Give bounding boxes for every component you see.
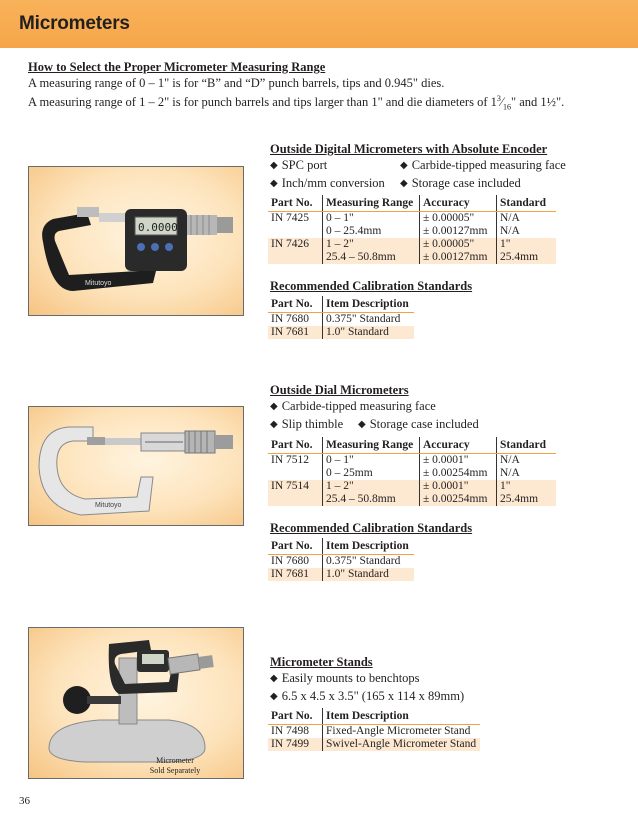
diamond-bullet-icon: ◆ bbox=[270, 419, 278, 430]
table-cell: 0 – 1" bbox=[323, 212, 420, 226]
column-header: Item Description bbox=[323, 296, 415, 313]
stands-table bbox=[268, 708, 480, 751]
calibration-table bbox=[268, 296, 414, 339]
table-cell: Swivel-Angle Micrometer Stand bbox=[323, 738, 481, 751]
stand-photo-caption bbox=[120, 756, 230, 776]
table-row bbox=[268, 212, 556, 226]
table-cell: 0 – 25mm bbox=[323, 467, 420, 480]
table-cell: IN 7512 bbox=[271, 454, 310, 466]
feature-text: Storage case included bbox=[411, 176, 521, 190]
column-header: Accuracy bbox=[420, 195, 497, 212]
stands-features bbox=[270, 670, 464, 706]
digital-section-title: Outside Digital Micrometers with Absolute Encoder bbox=[270, 142, 548, 156]
feature-text: Inch/mm conversion bbox=[281, 176, 385, 190]
table-row bbox=[268, 467, 556, 480]
column-header: Part No. bbox=[268, 437, 323, 454]
table-cell: 25.4mm bbox=[497, 493, 557, 506]
intro-line-2: A measuring range of 1 – 2" is for punch barrels and tips larger than 1" and die diameters of $1^3⁄_{16}$" and 1½". bbox=[28, 94, 565, 112]
feature-item bbox=[270, 670, 420, 688]
table-row bbox=[268, 313, 414, 327]
table-cell: 0.375" Standard bbox=[323, 555, 415, 569]
intro-line-2-text: A measuring range of 1 – 2" is for punch barrels and tips larger than 1" and die diameters of 1 bbox=[28, 95, 497, 110]
table-row bbox=[268, 454, 556, 468]
table-cell: ± 0.00254mm bbox=[420, 467, 497, 480]
digital-micrometer-illustration bbox=[29, 167, 243, 315]
diamond-bullet-icon: ◆ bbox=[270, 160, 278, 171]
table-cell: 0 – 1" bbox=[323, 454, 420, 468]
feature-item bbox=[270, 416, 358, 434]
table-row bbox=[268, 738, 480, 751]
table-cell: 25.4 – 50.8mm bbox=[323, 493, 420, 506]
table-cell: N/A bbox=[497, 225, 557, 238]
table-cell: IN 7514 bbox=[268, 480, 323, 493]
feature-text: Carbide-tipped measuring face bbox=[281, 399, 436, 413]
dial-section-title: Outside Dial Micrometers bbox=[270, 383, 409, 397]
table-header-row bbox=[268, 437, 556, 454]
column-header: Measuring Range bbox=[323, 437, 420, 454]
diamond-bullet-icon: ◆ bbox=[270, 691, 278, 702]
column-header: Part No. bbox=[268, 538, 323, 555]
feature-item bbox=[400, 157, 566, 175]
table-header-row bbox=[268, 708, 480, 725]
table-cell: 1" bbox=[497, 238, 557, 251]
feature-text: Carbide-tipped measuring face bbox=[411, 158, 566, 172]
table-row bbox=[268, 568, 414, 581]
table-cell: IN 7680 bbox=[271, 555, 310, 567]
feature-text: Easily mounts to benchtops bbox=[281, 671, 420, 685]
fraction-denominator: 16 bbox=[502, 102, 511, 112]
column-header: Item Description bbox=[323, 538, 415, 555]
diamond-bullet-icon: ◆ bbox=[358, 419, 366, 430]
table-cell: IN 7681 bbox=[268, 326, 323, 339]
feature-text: SPC port bbox=[281, 158, 328, 172]
feature-item bbox=[270, 175, 400, 193]
column-header: Item Description bbox=[323, 708, 481, 725]
table-cell: ± 0.00005" bbox=[420, 238, 497, 251]
table-cell: 0 – 25.4mm bbox=[323, 225, 420, 238]
table-cell: 25.4 – 50.8mm bbox=[323, 251, 420, 264]
table-row bbox=[268, 493, 556, 506]
page-header bbox=[0, 0, 638, 48]
column-header: Part No. bbox=[268, 296, 323, 313]
table-cell: ± 0.00254mm bbox=[420, 493, 497, 506]
table-cell bbox=[268, 225, 323, 238]
column-header: Standard bbox=[497, 437, 557, 454]
table-cell: IN 7426 bbox=[268, 238, 323, 251]
intro-half: ½ bbox=[546, 95, 556, 110]
table-header-row bbox=[268, 195, 556, 212]
digital-features bbox=[270, 157, 566, 193]
diamond-bullet-icon: ◆ bbox=[270, 178, 278, 189]
table-row bbox=[268, 555, 414, 569]
intro-line-1: A measuring range of 0 – 1" is for “B” and “D” punch barrels, tips and 0.945" dies. bbox=[28, 76, 445, 90]
table-row bbox=[268, 251, 556, 264]
table-cell: 0.375" Standard bbox=[323, 313, 415, 327]
dial-spec-table bbox=[268, 437, 556, 506]
table-cell: 1.0" Standard bbox=[323, 326, 415, 339]
table-cell: ± 0.00127mm bbox=[420, 251, 497, 264]
table-cell: ± 0.00005" bbox=[420, 212, 497, 226]
table-cell: ± 0.00127mm bbox=[420, 225, 497, 238]
calibration-table bbox=[268, 538, 414, 581]
table-row bbox=[268, 238, 556, 251]
feature-text: 6.5 x 4.5 x 3.5" (165 x 114 x 89mm) bbox=[281, 689, 465, 703]
table-cell: 1.0" Standard bbox=[323, 568, 415, 581]
table-row bbox=[268, 225, 556, 238]
column-header: Standard bbox=[497, 195, 557, 212]
table-header-row bbox=[268, 538, 414, 555]
table-cell bbox=[268, 251, 323, 264]
dial-features bbox=[270, 398, 479, 434]
table-cell bbox=[268, 467, 323, 480]
table-cell bbox=[268, 493, 323, 506]
column-header: Measuring Range bbox=[323, 195, 420, 212]
table-cell: 25.4mm bbox=[497, 251, 557, 264]
intro-block bbox=[28, 59, 564, 116]
column-header: Part No. bbox=[268, 708, 323, 725]
feature-item bbox=[358, 416, 479, 434]
table-cell: Fixed-Angle Micrometer Stand bbox=[323, 725, 481, 739]
diamond-bullet-icon: ◆ bbox=[400, 178, 408, 189]
table-row bbox=[268, 480, 556, 493]
brand-label: Mitutoyo bbox=[95, 502, 122, 509]
table-cell: N/A bbox=[497, 212, 557, 226]
table-cell: IN 7499 bbox=[268, 738, 323, 751]
feature-text: Slip thimble bbox=[281, 417, 344, 431]
diamond-bullet-icon: ◆ bbox=[270, 401, 278, 412]
table-cell: N/A bbox=[497, 454, 557, 468]
intro-line-2-mid: " and 1 bbox=[510, 95, 547, 110]
intro-line-2-suffix: ". bbox=[556, 95, 565, 110]
caption-line: Sold Separately bbox=[149, 766, 201, 775]
stands-section-title: Micrometer Stands bbox=[270, 655, 373, 669]
display-readout: 0.0000 bbox=[138, 221, 178, 234]
table-header-row bbox=[268, 296, 414, 313]
table-cell: ± 0.0001" bbox=[420, 480, 497, 493]
table-cell: IN 7680 bbox=[271, 313, 310, 325]
dial-micrometer-photo bbox=[28, 406, 244, 526]
feature-item bbox=[270, 688, 464, 706]
table-cell: IN 7498 bbox=[271, 725, 310, 737]
fraction-numerator: 3 bbox=[496, 94, 501, 103]
page-number: 36 bbox=[19, 795, 30, 807]
brand-label: Mitutoyo bbox=[85, 280, 112, 287]
diamond-bullet-icon: ◆ bbox=[400, 160, 408, 171]
feature-item bbox=[400, 175, 521, 193]
table-row bbox=[268, 725, 480, 739]
table-cell: ± 0.0001" bbox=[420, 454, 497, 468]
digital-micrometer-photo bbox=[28, 166, 244, 316]
feature-item bbox=[270, 157, 400, 175]
table-cell: IN 7425 bbox=[271, 212, 310, 224]
column-header: Accuracy bbox=[420, 437, 497, 454]
table-cell: 1" bbox=[497, 480, 557, 493]
column-header: Part No. bbox=[268, 195, 323, 212]
calibration-section-title: Recommended Calibration Standards bbox=[270, 521, 473, 535]
table-cell: IN 7681 bbox=[268, 568, 323, 581]
intro-title: How to Select the Proper Micrometer Measuring Range bbox=[28, 60, 326, 74]
diamond-bullet-icon: ◆ bbox=[270, 673, 278, 684]
caption-line: Micrometer bbox=[156, 756, 194, 765]
table-cell: N/A bbox=[497, 467, 557, 480]
feature-text: Storage case included bbox=[369, 417, 479, 431]
table-cell: 1 – 2" bbox=[323, 238, 420, 251]
table-cell: 1 – 2" bbox=[323, 480, 420, 493]
dial-micrometer-illustration bbox=[29, 407, 243, 525]
digital-spec-table bbox=[268, 195, 556, 264]
feature-item bbox=[270, 398, 436, 416]
calibration-section-title: Recommended Calibration Standards bbox=[270, 279, 473, 293]
page-title: Micrometers bbox=[19, 13, 130, 34]
table-row bbox=[268, 326, 414, 339]
